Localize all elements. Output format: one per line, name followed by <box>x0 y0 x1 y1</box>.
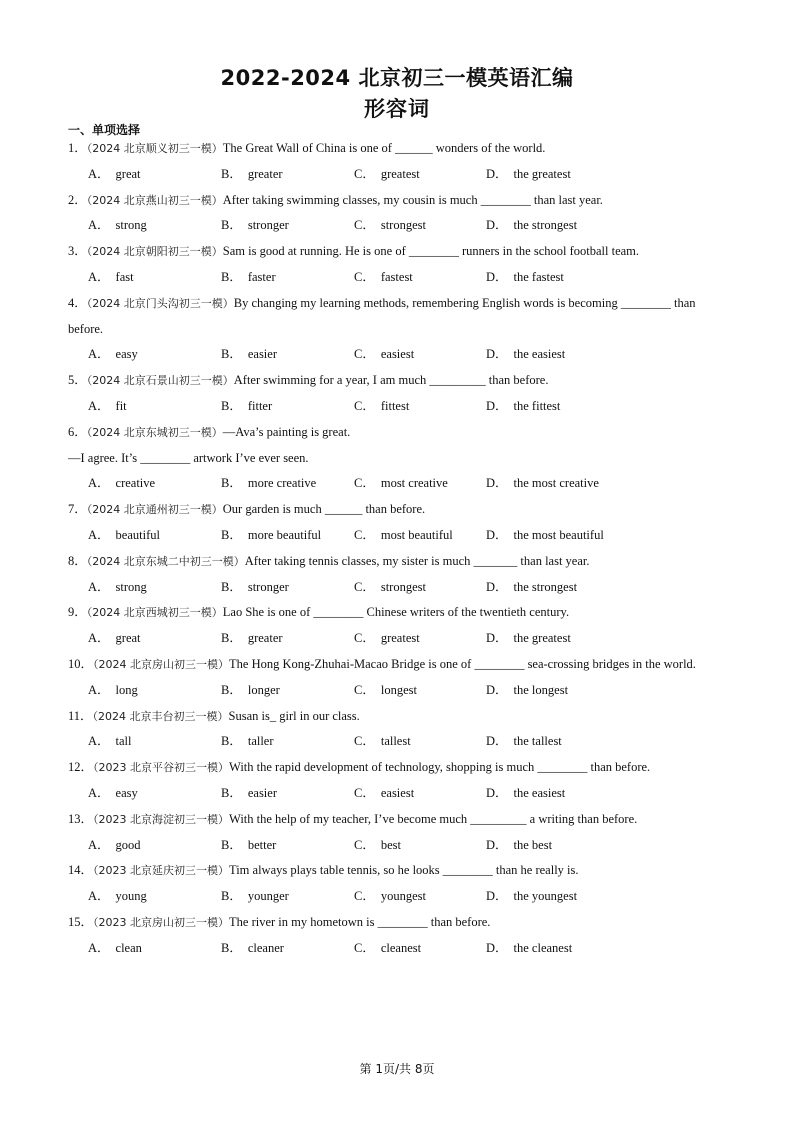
option-letter: A． <box>88 398 110 413</box>
answer-option <box>221 213 354 239</box>
option-text: easiest <box>380 785 415 800</box>
answer-options <box>68 162 698 188</box>
option-text: the fittest <box>513 398 561 413</box>
question-item <box>68 910 698 962</box>
question-number: 10． <box>68 656 94 671</box>
question-source: （2023 北京房山初三一模） <box>93 915 230 929</box>
option-letter: D． <box>486 734 508 749</box>
question-text: After swimming for a year, I am much _________ than before. <box>233 373 549 388</box>
option-letter: D． <box>486 398 508 413</box>
page-footer: 第 1页/共 8页 <box>359 1062 435 1076</box>
question-item <box>68 704 698 756</box>
option-letter: A． <box>88 734 110 749</box>
question-stem <box>68 600 698 626</box>
answer-option <box>354 523 486 549</box>
answer-options <box>68 523 698 549</box>
option-letter: C． <box>354 398 375 413</box>
option-text: the longest <box>513 682 569 697</box>
question-item <box>68 600 698 652</box>
question-stem <box>68 136 698 162</box>
answer-option <box>354 342 486 368</box>
answer-option <box>221 575 354 601</box>
question-item <box>68 291 698 368</box>
answer-option <box>354 471 486 497</box>
option-text: tall <box>115 734 132 749</box>
option-letter: A． <box>88 837 110 852</box>
answer-option <box>486 575 619 601</box>
option-text: youngest <box>380 889 426 904</box>
option-text: good <box>115 837 141 852</box>
option-text: fastest <box>380 269 413 284</box>
option-text: strong <box>115 579 147 594</box>
option-letter: D． <box>486 218 508 233</box>
answer-option <box>88 162 221 188</box>
question-item <box>68 549 698 601</box>
answer-option <box>486 523 619 549</box>
option-text: strongest <box>380 579 426 594</box>
question-stem <box>68 652 698 678</box>
answer-option <box>88 575 221 601</box>
option-letter: C． <box>354 631 375 646</box>
option-text: easy <box>115 347 138 362</box>
question-source: （2024 北京顺义初三一模） <box>86 142 223 155</box>
question-text: With the help of my teacher, I’ve become much _________ a writing than before. <box>229 811 638 826</box>
answer-options <box>68 342 698 368</box>
answer-option <box>88 833 221 859</box>
answer-option <box>221 626 354 652</box>
answer-option <box>221 781 354 807</box>
question-source: （2024 北京燕山初三一模） <box>86 193 223 207</box>
answer-option <box>486 936 619 962</box>
option-letter: A． <box>88 631 110 646</box>
answer-options <box>68 626 698 652</box>
question-source: （2024 北京石景山初三一模） <box>86 374 234 388</box>
question-text: Our garden is much ______ than before. <box>222 502 426 517</box>
answer-option <box>88 265 221 291</box>
question-number: 2． <box>68 192 87 207</box>
option-text: easiest <box>380 347 415 362</box>
answer-option <box>88 884 221 910</box>
question-text: With the rapid development of technology, shopping is much ________ than before. <box>229 760 651 775</box>
answer-option <box>486 833 619 859</box>
question-number: 12． <box>68 760 94 775</box>
option-text: clean <box>115 940 142 955</box>
question-stem <box>68 368 698 394</box>
option-letter: A． <box>88 166 110 181</box>
answer-option <box>486 265 619 291</box>
answer-option <box>88 342 221 368</box>
question-source: （2024 北京西城初三一模） <box>86 606 223 620</box>
question-source: （2024 北京通州初三一模） <box>86 503 223 517</box>
question-source: （2023 北京海淀初三一模） <box>93 812 230 826</box>
option-text: the tallest <box>513 734 562 749</box>
answer-option <box>354 936 486 962</box>
option-text: strongest <box>380 218 426 233</box>
option-letter: D． <box>486 940 508 955</box>
option-letter: A． <box>88 269 110 284</box>
answer-option <box>354 213 486 239</box>
answer-options <box>68 575 698 601</box>
answer-option <box>221 884 354 910</box>
option-text: easy <box>115 785 138 800</box>
question-stem <box>68 239 698 265</box>
question-text: After taking tennis classes, my sister is much _______ than last year. <box>244 553 590 568</box>
question-number: 5． <box>68 373 87 388</box>
option-letter: A． <box>88 579 110 594</box>
option-text: greater <box>247 166 283 181</box>
question-list <box>68 136 698 962</box>
answer-option <box>486 342 619 368</box>
question-source: （2024 北京丰台初三一模） <box>92 709 229 723</box>
option-text: best <box>380 837 401 852</box>
answer-option <box>221 833 354 859</box>
option-letter: A． <box>88 527 110 542</box>
answer-option <box>221 394 354 420</box>
option-text: strong <box>115 218 147 233</box>
question-item <box>68 807 698 859</box>
option-letter: C． <box>354 269 375 284</box>
option-letter: B． <box>221 889 242 904</box>
option-letter: B． <box>221 631 242 646</box>
answer-option <box>88 213 221 239</box>
option-text: easier <box>247 347 277 362</box>
option-letter: B． <box>221 579 242 594</box>
answer-option <box>354 626 486 652</box>
option-text: younger <box>247 889 289 904</box>
question-stem <box>68 910 698 936</box>
question-item <box>68 497 698 549</box>
answer-option <box>354 678 486 704</box>
question-text: —Ava’s painting is great. <box>222 424 351 439</box>
question-number: 9． <box>68 605 87 620</box>
answer-option <box>486 213 619 239</box>
option-text: most beautiful <box>380 527 453 542</box>
question-stem <box>68 420 698 446</box>
option-text: the greatest <box>513 631 571 646</box>
option-letter: D． <box>486 347 508 362</box>
option-letter: D． <box>486 269 508 284</box>
option-letter: B． <box>221 398 242 413</box>
option-text: the best <box>513 837 553 852</box>
question-item <box>68 420 698 497</box>
option-text: beautiful <box>115 527 160 542</box>
option-text: fast <box>115 269 134 284</box>
question-source: （2024 北京东城初三一模） <box>86 425 223 439</box>
option-text: the easiest <box>513 347 566 362</box>
option-text: creative <box>115 476 156 491</box>
question-source: （2024 北京东城二中初三一模） <box>86 554 245 568</box>
option-text: greater <box>247 631 283 646</box>
question-text: The Hong Kong-Zhuhai-Macao Bridge is one of ________ sea-crossing bridges in the world. <box>229 656 696 671</box>
question-number: 14． <box>68 863 94 878</box>
answer-options <box>68 678 698 704</box>
option-text: most creative <box>380 476 448 491</box>
answer-options <box>68 265 698 291</box>
question-stem <box>68 807 698 833</box>
question-number: 13． <box>68 811 94 826</box>
answer-option <box>88 781 221 807</box>
option-text: the fastest <box>513 269 564 284</box>
option-text: fitter <box>247 398 273 413</box>
answer-option <box>486 162 619 188</box>
answer-option <box>486 626 619 652</box>
option-text: the easiest <box>513 785 566 800</box>
option-text: the most beautiful <box>513 527 604 542</box>
answer-option <box>221 523 354 549</box>
answer-option <box>486 471 619 497</box>
option-letter: C． <box>354 940 375 955</box>
section-heading: 一、单项选择 <box>68 123 141 137</box>
option-letter: C． <box>354 889 375 904</box>
option-text: long <box>115 682 138 697</box>
option-letter: A． <box>88 889 110 904</box>
option-letter: D． <box>486 631 508 646</box>
answer-option <box>88 523 221 549</box>
question-text: Sam is good at running. He is one of ________ runners in the school football team. <box>222 244 640 259</box>
answer-option <box>221 162 354 188</box>
question-stem <box>68 755 698 781</box>
option-text: longest <box>380 682 417 697</box>
question-text-line2: —I agree. It’s ________ artwork I’ve ever seen. <box>68 450 309 465</box>
option-text: more beautiful <box>247 527 322 542</box>
option-letter: D． <box>486 527 508 542</box>
answer-options <box>68 884 698 910</box>
option-letter: C． <box>354 682 375 697</box>
option-letter: A． <box>88 347 110 362</box>
answer-options <box>68 781 698 807</box>
answer-option <box>221 729 354 755</box>
option-text: the strongest <box>513 218 578 233</box>
option-text: greatest <box>380 166 420 181</box>
answer-option <box>221 471 354 497</box>
question-item <box>68 755 698 807</box>
option-text: the cleanest <box>513 940 573 955</box>
option-letter: B． <box>221 218 242 233</box>
question-item <box>68 239 698 291</box>
question-number: 3． <box>68 244 87 259</box>
option-letter: A． <box>88 940 110 955</box>
question-text: Susan is_ girl in our class. <box>228 708 360 723</box>
question-number: 6． <box>68 424 87 439</box>
answer-option <box>486 884 619 910</box>
answer-option <box>88 394 221 420</box>
question-number: 15． <box>68 914 94 929</box>
option-letter: B． <box>221 940 242 955</box>
option-letter: D． <box>486 166 508 181</box>
question-text: After taking swimming classes, my cousin is much ________ than last year. <box>222 192 603 207</box>
question-text: Tim always plays table tennis, so he looks ________ than he really is. <box>229 863 579 878</box>
question-item <box>68 136 698 188</box>
option-text: the strongest <box>513 579 578 594</box>
option-text: fittest <box>380 398 410 413</box>
option-letter: B． <box>221 476 242 491</box>
answer-options <box>68 833 698 859</box>
question-item <box>68 652 698 704</box>
answer-option <box>221 265 354 291</box>
option-letter: C． <box>354 527 375 542</box>
option-text: stronger <box>247 218 289 233</box>
question-stem <box>68 188 698 214</box>
option-letter: C． <box>354 734 375 749</box>
option-letter: A． <box>88 218 110 233</box>
answer-option <box>486 394 619 420</box>
option-letter: B． <box>221 785 242 800</box>
option-letter: B． <box>221 527 242 542</box>
option-letter: C． <box>354 785 375 800</box>
answer-option <box>88 936 221 962</box>
option-letter: C． <box>354 218 375 233</box>
answer-option <box>221 678 354 704</box>
option-text: better <box>247 837 277 852</box>
answer-option <box>354 162 486 188</box>
option-text: the youngest <box>513 889 578 904</box>
answer-options <box>68 729 698 755</box>
question-number: 8． <box>68 553 87 568</box>
option-text: the most creative <box>513 476 599 491</box>
option-letter: A． <box>88 476 110 491</box>
question-source: （2024 北京朝阳初三一模） <box>86 245 223 259</box>
answer-option <box>221 342 354 368</box>
option-letter: C． <box>354 347 375 362</box>
option-letter: B． <box>221 734 242 749</box>
option-letter: A． <box>88 682 110 697</box>
option-text: fit <box>115 398 127 413</box>
answer-option <box>354 781 486 807</box>
question-text: The river in my hometown is ________ than before. <box>229 914 491 929</box>
answer-option <box>354 833 486 859</box>
question-stem <box>68 858 698 884</box>
question-text: By changing my learning methods, remembering English words is becoming ________ than before. <box>68 295 696 336</box>
question-item <box>68 188 698 240</box>
option-letter: B． <box>221 347 242 362</box>
option-letter: D． <box>486 785 508 800</box>
answer-options <box>68 471 698 497</box>
question-item <box>68 368 698 420</box>
question-number: 7． <box>68 502 87 517</box>
question-text: The Great Wall of China is one of ______ wonders of the world. <box>222 141 546 155</box>
answer-option <box>486 729 619 755</box>
option-letter: C． <box>354 579 375 594</box>
option-text: great <box>115 166 141 181</box>
option-text: easier <box>247 785 277 800</box>
option-letter: A． <box>88 785 110 800</box>
answer-option <box>88 729 221 755</box>
answer-options <box>68 213 698 239</box>
option-text: great <box>115 631 141 646</box>
answer-option <box>88 626 221 652</box>
option-text: taller <box>247 734 274 749</box>
option-letter: B． <box>221 166 242 181</box>
question-item <box>68 858 698 910</box>
option-text: cleaner <box>247 940 284 955</box>
option-text: faster <box>247 269 276 284</box>
option-text: greatest <box>380 631 420 646</box>
answer-option <box>88 471 221 497</box>
question-number: 11． <box>68 708 93 723</box>
document-subtitle: 形容词 <box>364 97 430 121</box>
question-stem <box>68 549 698 575</box>
question-stem <box>68 704 698 730</box>
answer-options <box>68 394 698 420</box>
option-text: cleanest <box>380 940 422 955</box>
question-source: （2023 北京平谷初三一模） <box>93 761 230 775</box>
answer-option <box>88 678 221 704</box>
answer-option <box>354 394 486 420</box>
option-letter: C． <box>354 166 375 181</box>
option-letter: B． <box>221 837 242 852</box>
answer-options <box>68 936 698 962</box>
option-text: stronger <box>247 579 289 594</box>
option-text: young <box>115 889 147 904</box>
option-text: tallest <box>380 734 411 749</box>
option-text: more creative <box>247 476 317 491</box>
answer-option <box>354 884 486 910</box>
question-number: 4． <box>68 295 87 310</box>
option-letter: D． <box>486 579 508 594</box>
answer-option <box>486 781 619 807</box>
answer-option <box>486 678 619 704</box>
answer-option <box>354 575 486 601</box>
option-letter: B． <box>221 269 242 284</box>
answer-option <box>221 936 354 962</box>
option-text: longer <box>247 682 280 697</box>
question-source: （2024 北京房山初三一模） <box>93 657 230 671</box>
question-stem <box>68 497 698 523</box>
answer-option <box>354 729 486 755</box>
option-letter: D． <box>486 682 508 697</box>
option-letter: D． <box>486 837 508 852</box>
option-letter: D． <box>486 476 508 491</box>
option-letter: D． <box>486 889 508 904</box>
option-letter: C． <box>354 476 375 491</box>
question-number: 1． <box>68 141 87 155</box>
question-text: Lao She is one of ________ Chinese writers of the twentieth century. <box>222 605 570 620</box>
document-title: 2022-2024 北京初三一模英语汇编 <box>220 66 574 90</box>
option-letter: C． <box>354 837 375 852</box>
question-source: （2023 北京延庆初三一模） <box>93 864 230 878</box>
question-stem <box>68 291 698 343</box>
question-source: （2024 北京门头沟初三一模） <box>86 296 234 310</box>
option-text: the greatest <box>513 166 571 181</box>
answer-option <box>354 265 486 291</box>
option-letter: B． <box>221 682 242 697</box>
